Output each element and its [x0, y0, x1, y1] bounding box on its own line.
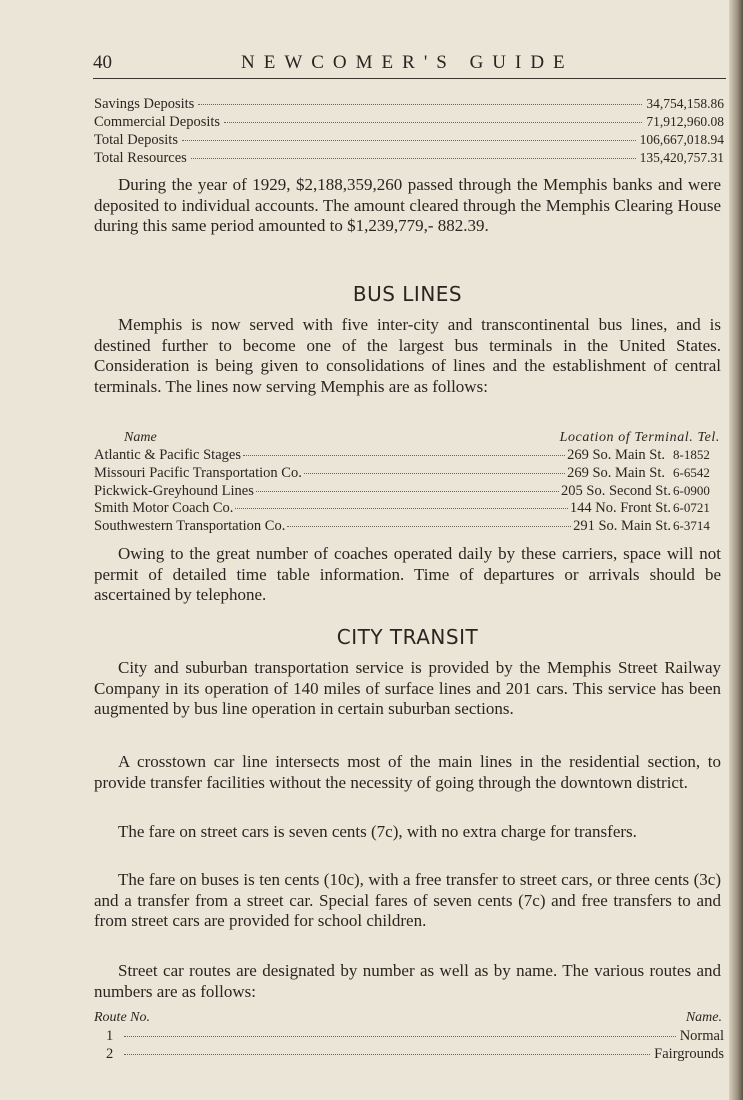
bus-line-name: Atlantic & Pacific Stages: [94, 447, 241, 463]
transit-paragraph-1: City and suburban transportation service is provided by the Memphis Street Railway Company in its operation of 140 miles of surface lines and 201 cars. This service has been augmented by bus line operation in certain suburban sections.: [94, 658, 721, 718]
page-edge: [729, 0, 743, 1100]
route-number: 2: [106, 1045, 114, 1062]
finance-label: Savings Deposits: [94, 96, 195, 112]
dot-leader: [182, 140, 636, 141]
table-row: [106, 1046, 724, 1064]
transit-paragraph-5: Street car routes are designated by number as well as by name. The various routes and numbers are as follows:: [94, 961, 721, 1001]
page-number: 40: [93, 52, 112, 73]
column-name-header: Name.: [685, 1010, 722, 1025]
table-row: [94, 465, 721, 483]
finance-row: [94, 96, 724, 114]
dot-leader: [224, 122, 642, 123]
bus-line-name: Smith Motor Coach Co.: [94, 500, 234, 517]
bus-lines-note: Owing to the great number of coaches operated daily by these carriers, space will not permit of detailed time table information. Time of departures or arrivals should be ascertained by telephone.: [94, 544, 721, 604]
telephone: 8-1852: [673, 447, 710, 462]
finance-value: 34,754,158.86: [646, 96, 724, 111]
telephone: 6-6542: [673, 464, 710, 480]
route-name: Fairgrounds: [654, 1045, 724, 1062]
transit-paragraph-4: The fare on buses is ten cents (10c), with a free transfer to street cars, or three cents (3c) and a transfer from a street car. Special fares of seven cents (7c) and free transfers to and from street cars are provided for school children.: [94, 870, 721, 930]
terminal-location: 291 So. Main St.: [573, 518, 671, 535]
table-row: [94, 447, 721, 465]
dot-leader: [191, 158, 636, 159]
finance-label: Total Deposits: [94, 132, 178, 148]
finance-value: 135,420,757.31: [639, 150, 724, 165]
dot-leader: [243, 455, 565, 456]
column-name-header: Name: [124, 430, 157, 445]
terminal-location: 144 No. Front St.: [569, 500, 671, 517]
bus-line-name: Pickwick-Greyhound Lines: [94, 482, 254, 499]
finance-value: 106,667,018.94: [639, 132, 724, 147]
table-row: [94, 518, 721, 536]
table-row: [94, 483, 721, 501]
table-row: [106, 1028, 724, 1046]
finance-row: [94, 150, 724, 168]
bus-lines-heading: BUS LINES: [352, 282, 463, 306]
route-name: Normal: [679, 1028, 724, 1044]
bus-line-name: Southwestern Transportation Co.: [94, 518, 286, 535]
finance-row: [94, 132, 724, 150]
finance-table: [94, 96, 724, 168]
column-location-header: Location of Terminal. Tel.: [559, 430, 720, 445]
city-transit-heading: CITY TRANSIT: [336, 625, 479, 649]
finance-label: Commercial Deposits: [94, 114, 221, 130]
finance-label: Total Resources: [94, 150, 187, 166]
telephone: 6-0721: [673, 500, 710, 516]
dot-leader: [198, 104, 642, 105]
dot-leader: [256, 491, 559, 492]
telephone: 6-3714: [673, 518, 710, 534]
column-route-header: Route No.: [94, 1010, 150, 1025]
page-header: [93, 52, 726, 79]
bus-line-name: Missouri Pacific Transportation Co.: [94, 464, 302, 481]
terminal-location: 205 So. Second St.: [561, 482, 671, 499]
dot-leader: [124, 1054, 650, 1055]
routes-table-header: [94, 1010, 722, 1026]
bus-lines-table: [94, 447, 721, 536]
dot-leader: [235, 508, 568, 509]
dot-leader: [124, 1036, 676, 1037]
transit-paragraph-3: The fare on street cars is seven cents (7c), with no extra charge for transfers.: [118, 822, 637, 841]
running-title: NEWCOMER'S GUIDE: [241, 52, 574, 73]
dot-leader: [304, 473, 565, 474]
route-number: 1: [106, 1028, 114, 1044]
telephone: 6-0900: [673, 482, 710, 498]
routes-table: [106, 1028, 724, 1063]
dot-leader: [287, 526, 571, 527]
table-row: [94, 500, 721, 518]
terminal-location: 269 So. Main St.: [567, 447, 665, 463]
terminal-location: 269 So. Main St.: [567, 464, 665, 481]
bus-table-header: [94, 430, 720, 446]
finance-row: [94, 114, 724, 132]
transit-paragraph-2: A crosstown car line intersects most of the main lines in the residential section, to provide transfer facilities without the necessity of going through the downtown district.: [94, 752, 721, 792]
finance-value: 71,912,960.08: [646, 114, 724, 129]
bus-lines-intro: Memphis is now served with five inter-city and transcontinental bus lines, and is destined further to become one of the largest bus terminals in the United States. Consideration is being given to consolidations of lines and the establishment of central terminals. The lines now serving Memphis are as follows:: [94, 315, 721, 396]
banks-paragraph: During the year of 1929, $2,188,359,260 passed through the Memphis banks and were deposited to individual accounts. The amount cleared through the Memphis Clearing House during this same period amounted to $1,239,779,- 882.39.: [94, 175, 721, 235]
